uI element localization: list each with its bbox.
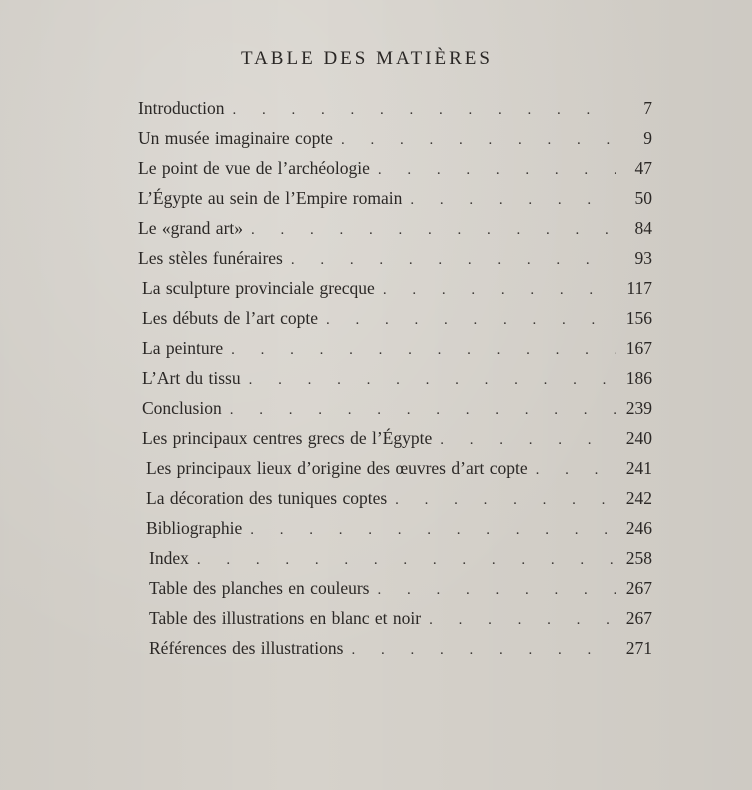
- toc-entry: [138, 423, 652, 453]
- toc-entry-page: 267: [625, 578, 652, 598]
- toc-entry-title: La peinture: [142, 338, 224, 358]
- toc-entry-page: 240: [625, 428, 652, 448]
- toc-entry-title: Le «grand art»: [138, 218, 244, 238]
- toc-entry: [138, 483, 652, 513]
- toc-entry: [138, 543, 652, 573]
- toc-entry-title: Les principaux centres grecs de l’Égypte: [142, 428, 433, 448]
- toc-entry: [138, 453, 652, 483]
- toc-entry-title: Les stèles funéraires: [138, 248, 283, 268]
- toc-entry-page: 186: [625, 368, 652, 388]
- toc-entry-page: 50: [634, 188, 652, 208]
- dot-leader: [291, 245, 616, 275]
- toc-entry: [138, 213, 652, 243]
- toc-entry: [138, 93, 652, 123]
- toc-entry: [138, 333, 652, 363]
- toc-entry-page: 9: [643, 128, 652, 148]
- page-title: TABLE DES MATIÈRES: [241, 48, 493, 69]
- dot-leader: [231, 335, 616, 365]
- toc-entry-title: Les débuts de l’art copte: [142, 308, 319, 328]
- toc-entry: [138, 633, 652, 663]
- toc-entry: [138, 243, 652, 273]
- toc-entry-page: 47: [634, 158, 652, 178]
- toc-entry-title: L’Égypte au sein de l’Empire romain: [138, 188, 403, 208]
- toc-entry-title: Introduction: [138, 98, 225, 118]
- dot-leader: [197, 545, 616, 575]
- toc-entry: [138, 573, 652, 603]
- dot-leader: [536, 455, 616, 485]
- toc-entry-page: 167: [625, 338, 652, 358]
- toc-entry-page: 117: [626, 278, 652, 298]
- toc-entry-title: Table des illustrations en blanc et noir: [149, 608, 422, 628]
- toc-entry-page: 93: [634, 248, 652, 268]
- toc-entry: [138, 303, 652, 333]
- toc-entry: [138, 603, 652, 633]
- dot-leader: [383, 275, 616, 305]
- toc-entry: [138, 273, 652, 303]
- toc-entry-page: 271: [625, 638, 652, 658]
- toc-entry-title: Les principaux lieux d’origine des œuvres d’art copte: [146, 458, 528, 478]
- toc-entry: [138, 153, 652, 183]
- dot-leader: [326, 305, 616, 335]
- toc-entry-title: Références des illustrations: [149, 638, 344, 658]
- toc-entry-page: 7: [643, 98, 652, 118]
- toc-entry-page: 246: [625, 518, 652, 538]
- toc-entry-title: Bibliographie: [146, 518, 243, 538]
- dot-leader: [377, 575, 616, 605]
- dot-leader: [341, 125, 616, 155]
- dot-leader: [250, 515, 616, 545]
- dot-leader: [233, 95, 616, 125]
- toc-entry-title: Index: [149, 548, 189, 568]
- toc-entry-title: Table des planches en couleurs: [149, 578, 370, 598]
- toc-entry-page: 239: [625, 398, 652, 418]
- dot-leader: [410, 185, 616, 215]
- toc-entry-page: 258: [625, 548, 652, 568]
- toc-entry: [138, 123, 652, 153]
- dot-leader: [351, 635, 616, 665]
- dot-leader: [440, 425, 616, 455]
- toc-entry: [138, 393, 652, 423]
- toc-entry-page: 242: [625, 488, 652, 508]
- dot-leader: [378, 155, 616, 185]
- toc-entry: [138, 513, 652, 543]
- toc-entry-title: La sculpture provinciale grecque: [142, 278, 375, 298]
- toc-entry-page: 267: [625, 608, 652, 628]
- toc-entry-page: 241: [625, 458, 652, 478]
- toc-entry-title: L’Art du tissu: [142, 368, 241, 388]
- toc-entry-title: Conclusion: [142, 398, 222, 418]
- toc-entry: [138, 363, 652, 393]
- toc-entry-title: La décoration des tuniques coptes: [146, 488, 388, 508]
- toc-entry-title: Un musée imaginaire copte: [138, 128, 333, 148]
- toc-entry-title: Le point de vue de l’archéologie: [138, 158, 370, 178]
- toc-list: [138, 93, 652, 663]
- dot-leader: [230, 395, 616, 425]
- toc-entry-page: 84: [634, 218, 652, 238]
- toc-entry: [138, 183, 652, 213]
- dot-leader: [251, 215, 616, 245]
- dot-leader: [249, 365, 616, 395]
- toc-entry-page: 156: [625, 308, 652, 328]
- dot-leader: [395, 485, 616, 515]
- dot-leader: [429, 605, 616, 635]
